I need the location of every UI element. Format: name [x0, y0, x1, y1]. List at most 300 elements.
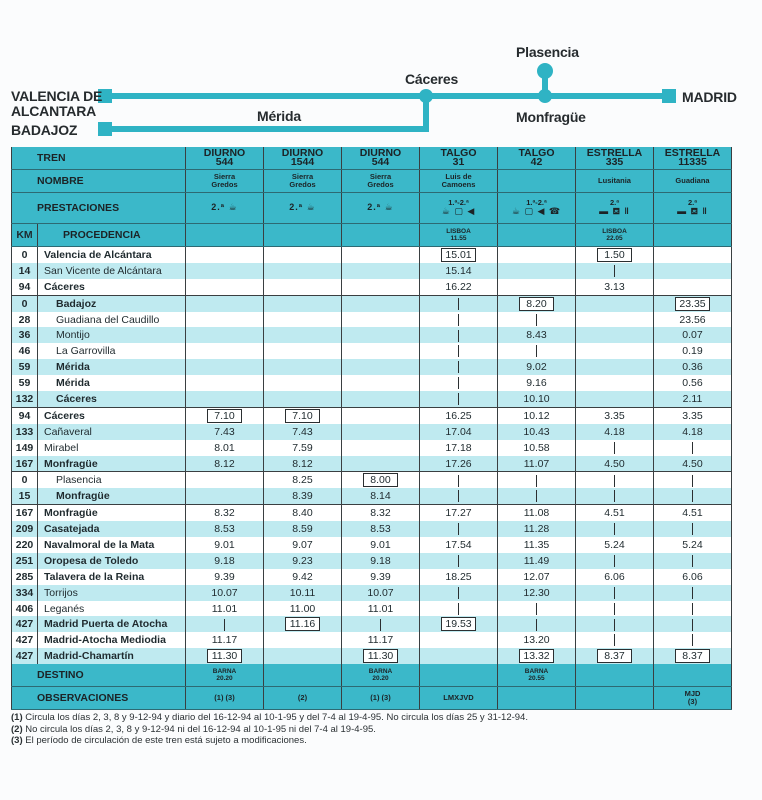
prestaciones-cell — [498, 193, 576, 224]
nombre-cell — [498, 170, 576, 193]
time-cell: 8.12 — [264, 456, 342, 472]
pass-through-line — [614, 265, 615, 277]
time-cell — [420, 295, 498, 311]
header-text: 20.20 — [216, 675, 233, 683]
time-cell — [498, 648, 576, 664]
valencia-label: VALENCIA DE — [11, 88, 103, 104]
pass-through-line — [536, 475, 537, 487]
time-cell — [264, 295, 342, 311]
time-cell — [654, 616, 732, 632]
station-cell: Guadiana del Caudillo — [38, 312, 186, 328]
pass-through-line — [458, 361, 459, 373]
service-icons: ▬ ⛾ ‖ — [677, 206, 708, 217]
pass-through-line — [692, 523, 693, 535]
monfrague-node — [538, 89, 552, 103]
time-cell — [576, 312, 654, 328]
nombre-cell — [654, 170, 732, 193]
pass-through-line — [536, 490, 537, 502]
header-text: Guadiana — [675, 176, 710, 185]
header-text: 42 — [530, 156, 543, 168]
time-cell — [498, 295, 576, 311]
tren-cell — [186, 147, 264, 170]
prestaciones-cell — [264, 193, 342, 224]
pass-through-line — [458, 314, 459, 326]
nombre-row — [12, 170, 732, 193]
pass-through-line — [458, 490, 459, 502]
header-text: MJD — [684, 689, 701, 699]
time-cell — [342, 279, 420, 295]
km-cell: 133 — [12, 424, 38, 440]
header-text: BARNA — [212, 668, 237, 676]
time-cell: 13.20 — [498, 632, 576, 648]
footnote-text: No circula los días 2, 3, 8 y 9-12-94 ni del 16-12-94 al 10-1-95 ni del 7-4 al 19-4-95. — [22, 723, 376, 735]
time-cell: 8.53 — [186, 521, 264, 537]
time-cell — [576, 375, 654, 391]
station-cell: Navalmoral de la Mata — [38, 537, 186, 553]
header-text: 544 — [215, 156, 234, 168]
boxed-time: 1.50 — [597, 248, 632, 262]
time-cell — [654, 601, 732, 617]
procedencia-cell — [654, 224, 732, 247]
boxed-time: 11.30 — [207, 649, 242, 663]
time-cell — [498, 263, 576, 279]
time-cell — [420, 343, 498, 359]
time-cell — [420, 585, 498, 601]
tren-cell — [420, 147, 498, 170]
time-cell — [576, 359, 654, 375]
boxed-time: 8.37 — [597, 649, 632, 663]
boxed-time: 8.00 — [363, 473, 398, 487]
time-cell: 11.28 — [498, 521, 576, 537]
observaciones-cell — [654, 687, 732, 710]
nombre-label: NOMBRE — [12, 170, 186, 193]
time-cell — [186, 648, 264, 664]
time-cell — [576, 521, 654, 537]
time-cell — [186, 375, 264, 391]
km-cell: 334 — [12, 585, 38, 601]
time-cell — [654, 440, 732, 456]
time-cell — [654, 488, 732, 504]
time-cell: 6.06 — [654, 569, 732, 585]
time-cell: 10.12 — [498, 407, 576, 423]
time-cell: 2.11 — [654, 391, 732, 407]
destino-cell — [498, 664, 576, 687]
footnote — [11, 712, 528, 724]
table-row — [12, 440, 732, 456]
table-row — [12, 312, 732, 328]
header-text: Gredos — [211, 180, 238, 189]
time-cell — [186, 295, 264, 311]
badajoz-label: BADAJOZ — [11, 122, 78, 138]
time-cell: 10.10 — [498, 391, 576, 407]
station-cell: Madrid-Chamartín — [38, 648, 186, 664]
time-cell: 10.58 — [498, 440, 576, 456]
time-cell — [498, 488, 576, 504]
service-icons: 2.ª ☕ — [289, 202, 316, 213]
table-row — [12, 601, 732, 617]
time-cell: 9.39 — [186, 569, 264, 585]
time-cell — [342, 407, 420, 423]
km-cell: 0 — [12, 472, 38, 488]
time-cell: 3.35 — [576, 407, 654, 423]
time-cell: 18.25 — [420, 569, 498, 585]
header-text: 20.20 — [372, 675, 389, 683]
boxed-time: 8.37 — [675, 649, 710, 663]
km-cell: 59 — [12, 375, 38, 391]
header-text: Luis de — [445, 172, 472, 181]
station-cell: La Garrovilla — [38, 343, 186, 359]
observaciones-cell — [186, 687, 264, 710]
pass-through-line — [458, 330, 459, 342]
time-cell: 11.07 — [498, 456, 576, 472]
pass-through-line — [224, 619, 225, 631]
destino-cell — [264, 664, 342, 687]
merida-label: Mérida — [257, 108, 301, 124]
header-text: 11.55 — [450, 235, 467, 242]
time-cell — [420, 391, 498, 407]
time-cell: 3.35 — [654, 407, 732, 423]
time-cell — [264, 263, 342, 279]
time-cell: 3.13 — [576, 279, 654, 295]
time-cell — [264, 359, 342, 375]
time-cell: 8.14 — [342, 488, 420, 504]
pass-through-line — [458, 393, 459, 405]
km-cell: 149 — [12, 440, 38, 456]
time-cell: 4.18 — [654, 424, 732, 440]
km-cell: 285 — [12, 569, 38, 585]
tren-cell — [654, 147, 732, 170]
procedencia-row — [12, 224, 732, 247]
station-cell: Oropesa de Toledo — [38, 553, 186, 569]
time-cell — [264, 375, 342, 391]
time-cell: 4.51 — [576, 505, 654, 521]
station-cell: Mérida — [38, 359, 186, 375]
plasencia-node — [537, 63, 553, 79]
header-text: 2.ª — [687, 198, 698, 208]
time-cell: 15.14 — [420, 263, 498, 279]
time-cell: 9.23 — [264, 553, 342, 569]
time-cell: 10.07 — [342, 585, 420, 601]
pass-through-line — [614, 587, 615, 599]
time-cell — [576, 472, 654, 488]
nombre-cell — [576, 170, 654, 193]
time-cell — [654, 263, 732, 279]
km-cell: 0 — [12, 295, 38, 311]
time-cell — [498, 279, 576, 295]
header-text: LISBOA — [602, 228, 627, 235]
pass-through-line — [614, 634, 615, 646]
header-text: LMXJVD — [443, 693, 474, 703]
table-row — [12, 521, 732, 537]
time-cell: 7.43 — [264, 424, 342, 440]
table-row — [12, 343, 732, 359]
table-row — [12, 585, 732, 601]
caceres-node — [419, 89, 433, 103]
time-cell: 9.18 — [342, 553, 420, 569]
header-text: ESTRELLA — [664, 147, 721, 159]
boxed-time: 11.16 — [285, 617, 320, 631]
time-cell — [654, 648, 732, 664]
time-cell — [420, 247, 498, 263]
tren-label: TREN — [12, 147, 186, 170]
monfrague-label: Monfragüe — [516, 109, 586, 125]
boxed-time: 23.35 — [675, 297, 710, 311]
time-cell — [420, 601, 498, 617]
observaciones-cell — [342, 687, 420, 710]
header-text: TALGO — [440, 147, 477, 159]
pass-through-line — [536, 314, 537, 326]
time-cell — [654, 472, 732, 488]
time-cell — [186, 327, 264, 343]
footnote-text: El período de circulación de este tren está sujeto a modificaciones. — [22, 735, 307, 746]
time-cell — [186, 472, 264, 488]
pass-through-line — [614, 555, 615, 567]
pass-through-line — [380, 619, 381, 631]
table-row — [12, 295, 732, 311]
time-cell — [498, 343, 576, 359]
time-cell — [420, 327, 498, 343]
time-cell — [498, 247, 576, 263]
time-cell: 11.08 — [498, 505, 576, 521]
nombre-cell — [186, 170, 264, 193]
timetable — [11, 147, 731, 710]
table-row — [12, 391, 732, 407]
time-cell — [576, 585, 654, 601]
km-cell: 427 — [12, 616, 38, 632]
km-cell: 427 — [12, 632, 38, 648]
time-cell: 9.07 — [264, 537, 342, 553]
time-cell — [186, 312, 264, 328]
pass-through-line — [614, 490, 615, 502]
time-cell — [654, 247, 732, 263]
header-text: 2.ª — [609, 198, 620, 208]
pass-through-line — [692, 634, 693, 646]
time-cell: 11.17 — [186, 632, 264, 648]
time-cell: 4.51 — [654, 505, 732, 521]
time-cell — [342, 424, 420, 440]
nombre-cell — [264, 170, 342, 193]
time-cell: 8.40 — [264, 505, 342, 521]
footnote — [11, 724, 528, 736]
header-text: DIURNO — [359, 147, 402, 159]
time-cell — [420, 472, 498, 488]
pass-through-line — [692, 619, 693, 631]
table-row — [12, 247, 732, 263]
time-cell — [654, 295, 732, 311]
time-cell — [420, 359, 498, 375]
time-cell — [342, 359, 420, 375]
time-cell: 8.01 — [186, 440, 264, 456]
alcantara-label: ALCANTARA — [11, 103, 97, 119]
time-cell — [264, 407, 342, 423]
header-text: TALGO — [518, 147, 555, 159]
time-cell — [186, 391, 264, 407]
caceres-label: Cáceres — [405, 71, 459, 87]
boxed-time: 11.30 — [363, 649, 398, 663]
header-text: Lusitania — [598, 176, 631, 185]
header-text: Gredos — [367, 180, 394, 189]
time-cell — [576, 247, 654, 263]
time-cell: 6.06 — [576, 569, 654, 585]
observaciones-row — [12, 687, 732, 710]
tren-row — [12, 147, 732, 170]
route-map — [0, 0, 762, 146]
time-cell — [576, 391, 654, 407]
destino-label: DESTINO — [12, 664, 186, 687]
destino-cell — [420, 664, 498, 687]
service-icons: ▬ ⛾ ‖ — [599, 206, 630, 217]
time-cell — [576, 263, 654, 279]
pass-through-line — [614, 619, 615, 631]
plasencia-label: Plasencia — [516, 44, 579, 60]
time-cell — [576, 616, 654, 632]
prestaciones-cell — [576, 193, 654, 224]
prestaciones-cell — [186, 193, 264, 224]
time-cell: 23.56 — [654, 312, 732, 328]
station-cell: Plasencia — [38, 472, 186, 488]
km-cell: 167 — [12, 505, 38, 521]
procedencia-cell — [342, 224, 420, 247]
time-cell — [264, 648, 342, 664]
station-cell: San Vicente de Alcántara — [38, 263, 186, 279]
station-cell: Valencia de Alcántara — [38, 247, 186, 263]
time-cell — [654, 632, 732, 648]
time-cell: 16.25 — [420, 407, 498, 423]
time-cell — [576, 295, 654, 311]
pass-through-line — [692, 490, 693, 502]
time-cell: 4.50 — [654, 456, 732, 472]
station-cell: Cáceres — [38, 279, 186, 295]
table-row — [12, 488, 732, 504]
procedencia-cell — [420, 224, 498, 247]
station-cell: Torrijos — [38, 585, 186, 601]
tren-cell — [264, 147, 342, 170]
km-cell: 46 — [12, 343, 38, 359]
time-cell: 10.07 — [186, 585, 264, 601]
header-text: 20.55 — [528, 675, 545, 683]
procedencia-label: PROCEDENCIA — [38, 224, 186, 247]
header-text: 11335 — [678, 156, 707, 168]
time-cell: 17.27 — [420, 505, 498, 521]
time-cell — [186, 407, 264, 423]
pass-through-line — [536, 603, 537, 615]
time-cell — [576, 632, 654, 648]
header-text: Camoens — [441, 180, 476, 189]
time-cell — [342, 391, 420, 407]
pass-through-line — [458, 555, 459, 567]
time-cell — [186, 488, 264, 504]
footnote-text: Circula los días 2, 3, 8 y 9-12-94 y diario del 16-12-94 al 10-1-95 y del 7-4 al 19-4-95. No circula los días 25 y 31-12-94. — [22, 712, 528, 723]
destino-cell — [342, 664, 420, 687]
time-cell — [342, 648, 420, 664]
time-cell: 8.43 — [498, 327, 576, 343]
time-cell — [264, 279, 342, 295]
km-cell: 59 — [12, 359, 38, 375]
station-cell: Madrid Puerta de Atocha — [38, 616, 186, 632]
pass-through-line — [614, 442, 615, 454]
header-text: DIURNO — [203, 147, 246, 159]
header-text: Sierra — [291, 172, 314, 181]
pass-through-line — [614, 475, 615, 487]
table-row — [12, 424, 732, 440]
pass-through-line — [458, 603, 459, 615]
table-row — [12, 327, 732, 343]
time-cell — [342, 616, 420, 632]
time-cell: 7.43 — [186, 424, 264, 440]
time-cell: 0.07 — [654, 327, 732, 343]
time-cell — [420, 648, 498, 664]
table-row — [12, 263, 732, 279]
prestaciones-label: PRESTACIONES — [12, 193, 186, 224]
service-icons: ☕ ▢ ◀ — [441, 206, 476, 217]
station-cell: Badajoz — [38, 295, 186, 311]
header-text: 1.ª-2.ª — [448, 198, 469, 208]
time-cell — [576, 488, 654, 504]
table-row — [12, 505, 732, 521]
pass-through-line — [458, 475, 459, 487]
header-text: Sierra — [369, 172, 392, 181]
time-cell — [654, 585, 732, 601]
station-cell: Monfragüe — [38, 456, 186, 472]
km-cell: 28 — [12, 312, 38, 328]
time-cell: 9.18 — [186, 553, 264, 569]
time-cell: 9.42 — [264, 569, 342, 585]
pass-through-line — [614, 523, 615, 535]
time-cell — [186, 247, 264, 263]
table-row — [12, 569, 732, 585]
footnote-number: (1) — [11, 712, 23, 723]
boxed-time: 19.53 — [441, 617, 476, 631]
station-cell: Montijo — [38, 327, 186, 343]
footnotes — [11, 712, 528, 747]
time-cell — [264, 312, 342, 328]
observaciones-cell — [498, 687, 576, 710]
time-cell: 17.04 — [420, 424, 498, 440]
time-cell: 0.36 — [654, 359, 732, 375]
time-cell — [186, 359, 264, 375]
time-cell — [576, 553, 654, 569]
pass-through-line — [536, 619, 537, 631]
time-cell: 9.16 — [498, 375, 576, 391]
km-cell: 94 — [12, 407, 38, 423]
km-cell: 251 — [12, 553, 38, 569]
table-row — [12, 456, 732, 472]
time-cell — [654, 521, 732, 537]
time-cell: 0.56 — [654, 375, 732, 391]
procedencia-cell — [186, 224, 264, 247]
prestaciones-row — [12, 193, 732, 224]
table-row — [12, 407, 732, 423]
km-cell: 36 — [12, 327, 38, 343]
time-cell: 17.54 — [420, 537, 498, 553]
header-text: 31 — [452, 156, 465, 168]
badajoz-terminal — [98, 122, 112, 136]
km-cell: 132 — [12, 391, 38, 407]
table-row — [12, 279, 732, 295]
header-text: Sierra — [213, 172, 236, 181]
time-cell — [498, 472, 576, 488]
madrid-terminal — [662, 89, 676, 103]
time-cell — [576, 601, 654, 617]
station-cell: Madrid-Atocha Mediodia — [38, 632, 186, 648]
header-text: 1544 — [290, 156, 315, 168]
time-cell — [342, 247, 420, 263]
time-cell: 11.01 — [186, 601, 264, 617]
time-cell — [498, 616, 576, 632]
time-cell: 11.00 — [264, 601, 342, 617]
header-text: 335 — [605, 156, 624, 168]
destino-cell — [576, 664, 654, 687]
